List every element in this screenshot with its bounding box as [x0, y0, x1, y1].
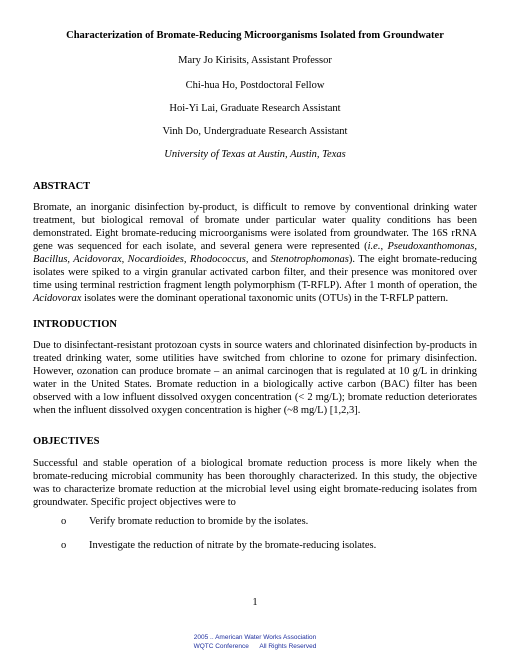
- abstract-acidovorax: Acidovorax: [33, 293, 82, 304]
- abstract-genus-last: Stenotrophomonas: [270, 254, 349, 265]
- objective-text: Investigate the reduction of nitrate by the bromate-reducing isolates.: [89, 540, 377, 551]
- abstract-heading: ABSTRACT: [33, 181, 91, 192]
- author-2: Chi-hua Ho, Postdoctoral Fellow: [185, 80, 325, 91]
- objectives-heading: OBJECTIVES: [33, 436, 100, 447]
- footer-conference: WQTC Conference All Rights Reserved: [193, 643, 317, 650]
- abstract-ie: i.e.: [367, 241, 381, 252]
- bullet-mark: o: [61, 516, 67, 527]
- objective-item: [61, 516, 308, 527]
- introduction-heading: INTRODUCTION: [33, 319, 118, 330]
- footer-copyright: 2005 .. American Water Works Association: [193, 634, 317, 641]
- author-3: Hoi-Yi Lai, Graduate Research Assistant: [169, 103, 341, 114]
- objective-item: [61, 540, 376, 551]
- introduction-paragraph: Due to disinfectant-resistant protozoan cysts in source waters and chlorinated disinfection by-products in treated drinking water, some utilities have switched from chlorine to ozone for primary disinfection. However, ozonation can produce bromate – an animal carcinogen that is regulated at 10 g/L in drinking water in the United States. Bromate reduction in a biologically active carbon (BAC) filter has been observed with a low influent dissolved oxygen concentration (< 2 mg/L); bromate reduction deteriorates when the influent dissolved oxygen concentration is higher (~8 mg/L) [1,2,3].: [33, 340, 477, 416]
- page-number: 1: [252, 597, 258, 608]
- abstract-text: isolates were the dominant operational taxonomic units (OTUs) in the T-RFLP pattern.: [81, 293, 449, 304]
- bullet-mark: o: [61, 540, 67, 551]
- paper-title: Characterization of Bromate-Reducing Microorganisms Isolated from Groundwater: [66, 30, 444, 41]
- abstract-text: ). The eight bromate-reducing isolates were spiked to a virgin granular activated carbon filter, and their presence was monitored over time using terminal restriction fragment length polymorphism (T-RFLP). After 1 month of operation, the: [33, 254, 477, 291]
- abstract-text: ,: [380, 241, 388, 252]
- abstract-text: Bromate, an inorganic disinfection by-product, is difficult to remove by conventional drinking water treatment, but biological removal of bromate under particular water quality conditions has been demonstrated. Eight bromate-reducing microorganisms were isolated from groundwater. The 16S rRNA gene was sequenced for each isolate, and several genera were represented (: [33, 202, 477, 252]
- affiliation: University of Texas at Austin, Austin, Texas: [164, 149, 346, 160]
- abstract-paragraph: [33, 201, 477, 305]
- abstract-text: and: [248, 254, 271, 265]
- objectives-paragraph: Successful and stable operation of a biological bromate reduction process is more likely when the bromate-reducing microbial community has been thoroughly characterized. In this study, the objective was to characterize bromate reduction at the microbial level using eight bromate-reducing isolates from groundwater. Specific project objectives were to: [33, 458, 477, 508]
- author-4: Vinh Do, Undergraduate Research Assistant: [162, 126, 348, 137]
- objective-text: Verify bromate reduction to bromide by the isolates.: [89, 516, 309, 527]
- author-1: Mary Jo Kirisits, Assistant Professor: [178, 55, 332, 66]
- abstract-genera: Pseudoxanthomonas, Bacillus, Acidovorax, Nocardioides, Rhodococcus,: [33, 241, 477, 265]
